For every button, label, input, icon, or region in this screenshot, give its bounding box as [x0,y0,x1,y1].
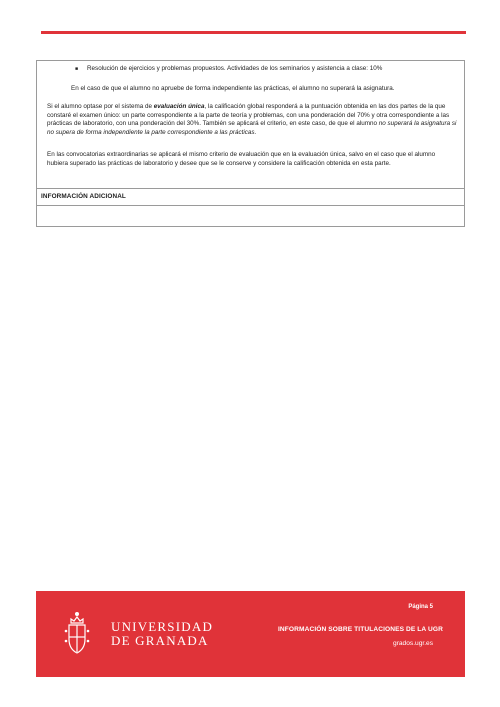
evaluacion-unica-text-a: Si el alumno optase por el sistema de [47,103,154,110]
page-number: Página 5 [408,604,433,610]
evaluacion-unica-emphasis-2: no superará la asignatura si no supera de forma independiente la parte correspondiente a las prácticas. [47,120,457,136]
header-rule [41,31,466,34]
footer-title: INFORMACIÓN SOBRE TITULACIONES DE LA UGR [278,626,443,633]
evaluacion-unica-paragraph [47,103,457,137]
convocatorias-paragraph: En las convocatorias extraordinarias se aplicará el mismo criterio de evaluación que en la evaluación única, salvo en el caso que el alumno hubiera superado las prácticas de laboratorio y desee que se le conserve y considere la calificación obtenida en esta parte. [47,151,436,167]
university-line-2: DE GRANADA [111,633,209,648]
info-adicional-header [36,188,465,206]
info-adicional-heading: INFORMACIÓN ADICIONAL [41,193,126,200]
info-adicional-body [36,205,465,227]
evaluation-criteria-box [36,60,465,189]
practicas-paragraph: En el caso de que el alumno no apruebe de forma independiente las prácticas, el alumno no superará la asignatura. [71,85,395,92]
bullet-item [75,65,447,74]
bullet-text: Resolución de ejercicios y problemas propuestos. Actividades de los seminarios y asistencia a clase: 10% [87,65,383,72]
university-line-1: UNIVERSIDAD [111,619,214,634]
footer-link[interactable]: grados.ugr.es [393,640,433,647]
footer-banner [36,591,465,677]
university-name [111,620,213,648]
evaluacion-unica-emphasis: evaluación única [153,103,205,110]
bullet-icon: ■ [75,66,79,72]
evaluacion-unica-text-b: , la calificación global responderá a la puntuación obtenida en las dos partes de la que constaré el examen único: un parte correspondiente a la parte de teoría y problemas, con una ponderación del 70% y otra correspondiente a las prácticas de laboratorio, con una ponderación del 30%. También se aplicará el criterio, en este caso, de que el alumno [47,103,450,128]
ugr-seal-icon [62,609,92,659]
